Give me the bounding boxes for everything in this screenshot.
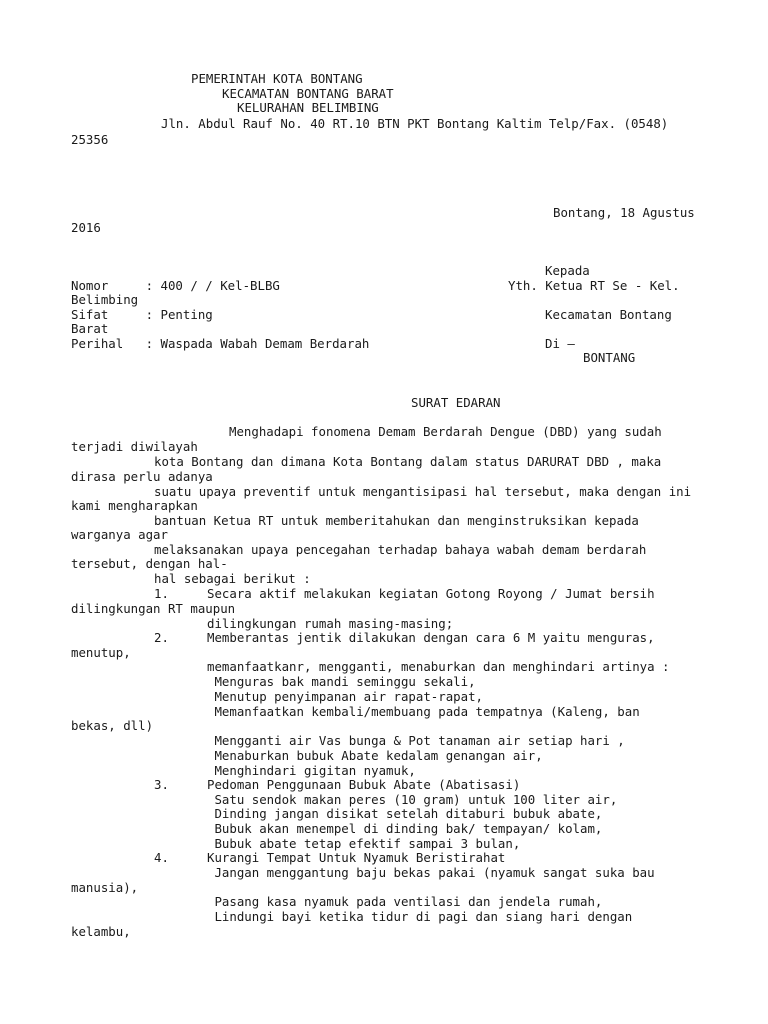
- recipient-yth: Yth. Ketua RT Se - Kel.: [508, 278, 680, 293]
- item-2-wrap: menutup,: [71, 645, 131, 660]
- header-village: KELURAHAN BELIMBING: [237, 100, 379, 115]
- item-4-text: Kurangi Tempat Untuk Nyamuk Beristirahat: [207, 850, 506, 865]
- intro-line: kami mengharapkan: [71, 498, 198, 513]
- item-3-bullet: Dinding jangan disikat setelah ditaburi bubuk abate,: [207, 806, 603, 821]
- meta-nomor: Nomor : 400 / / Kel-BLBG: [71, 278, 280, 293]
- header-district: KECAMATAN BONTANG BARAT: [222, 86, 394, 101]
- recipient-city: BONTANG: [583, 350, 636, 365]
- letter-date: Bontang, 18 Agustus: [553, 205, 695, 220]
- item-2-text: Memberantas jentik dilakukan dengan cara 6 M yaitu menguras,: [207, 630, 655, 645]
- item-2-bullet: Memanfaatkan kembali/membuang pada tempatnya (Kaleng, ban: [207, 704, 640, 719]
- item-3-bullet: Bubuk abate tetap efektif sampai 3 bulan,: [207, 836, 521, 851]
- meta-sifat-wrap: Barat: [71, 321, 109, 336]
- item-4-bullet: Pasang kasa nyamuk pada ventilasi dan jendela rumah,: [207, 894, 603, 909]
- item-3-text: Pedoman Penggunaan Bubuk Abate (Abatisasi): [207, 777, 521, 792]
- intro-line: melaksanakan upaya pencegahan terhadap bahaya wabah demam berdarah: [154, 542, 647, 557]
- meta-nomor-wrap: Belimbing: [71, 292, 139, 307]
- item-1-text: Secara aktif melakukan kegiatan Gotong Royong / Jumat bersih: [207, 586, 655, 601]
- item-2-bullet: Menghindari gigitan nyamuk,: [207, 763, 416, 778]
- recipient-di: Di –: [545, 336, 575, 351]
- intro-line: hal sebagai berikut :: [154, 571, 311, 586]
- header-address-wrap: 25356: [71, 132, 109, 147]
- item-1-cont: dilingkungan rumah masing-masing;: [207, 616, 454, 631]
- letter-date-wrap: 2016: [71, 220, 101, 235]
- recipient-kepada: Kepada: [545, 263, 590, 278]
- intro-line: warganya agar: [71, 527, 168, 542]
- intro-line: suatu upaya preventif untuk mengantisipasi hal tersebut, maka dengan ini: [154, 484, 692, 499]
- item-2-number: 2.: [154, 630, 169, 645]
- intro-line: kota Bontang dan dimana Kota Bontang dalam status DARURAT DBD , maka: [154, 454, 662, 469]
- header-address: Jln. Abdul Rauf No. 40 RT.10 BTN PKT Bontang Kaltim Telp/Fax. (0548): [161, 116, 669, 131]
- intro-line: Menghadapi fonomena Demam Berdarah Dengue (DBD) yang sudah: [229, 424, 662, 439]
- recipient-kecamatan: Kecamatan Bontang: [545, 307, 672, 322]
- item-2-bullet-wrap: bekas, dll): [71, 718, 154, 733]
- item-2-cont: memanfaatkanr, mengganti, menaburkan dan menghindari artinya :: [207, 659, 670, 674]
- item-3-number: 3.: [154, 777, 169, 792]
- intro-line: terjadi diwilayah: [71, 439, 198, 454]
- item-2-bullet: Menguras bak mandi seminggu sekali,: [207, 674, 476, 689]
- intro-line: tersebut, dengan hal-: [71, 556, 228, 571]
- item-4-number: 4.: [154, 850, 169, 865]
- item-4-bullet-wrap: kelambu,: [71, 924, 131, 939]
- item-3-bullet: Bubuk akan menempel di dinding bak/ tempayan/ kolam,: [207, 821, 603, 836]
- item-4-bullet: Jangan menggantung baju bekas pakai (nyamuk sangat suka bau: [207, 865, 655, 880]
- item-4-bullet: Lindungi bayi ketika tidur di pagi dan siang hari dengan: [207, 909, 633, 924]
- item-1-wrap: dilingkungan RT maupun: [71, 601, 236, 616]
- item-2-bullet: Menutup penyimpanan air rapat-rapat,: [207, 689, 484, 704]
- header-government: PEMERINTAH KOTA BONTANG: [191, 71, 363, 86]
- meta-perihal: Perihal : Waspada Wabah Demam Berdarah: [71, 336, 370, 351]
- item-1-number: 1.: [154, 586, 169, 601]
- meta-sifat: Sifat : Penting: [71, 307, 213, 322]
- item-2-bullet: Mengganti air Vas bunga & Pot tanaman air setiap hari ,: [207, 733, 625, 748]
- item-3-bullet: Satu sendok makan peres (10 gram) untuk 100 liter air,: [207, 792, 618, 807]
- intro-line: dirasa perlu adanya: [71, 469, 213, 484]
- item-2-bullet: Menaburkan bubuk Abate kedalam genangan air,: [207, 748, 543, 763]
- item-4-bullet-wrap: manusia),: [71, 880, 139, 895]
- intro-line: bantuan Ketua RT untuk memberitahukan dan menginstruksikan kepada: [154, 513, 639, 528]
- document-title: SURAT EDARAN: [411, 395, 501, 410]
